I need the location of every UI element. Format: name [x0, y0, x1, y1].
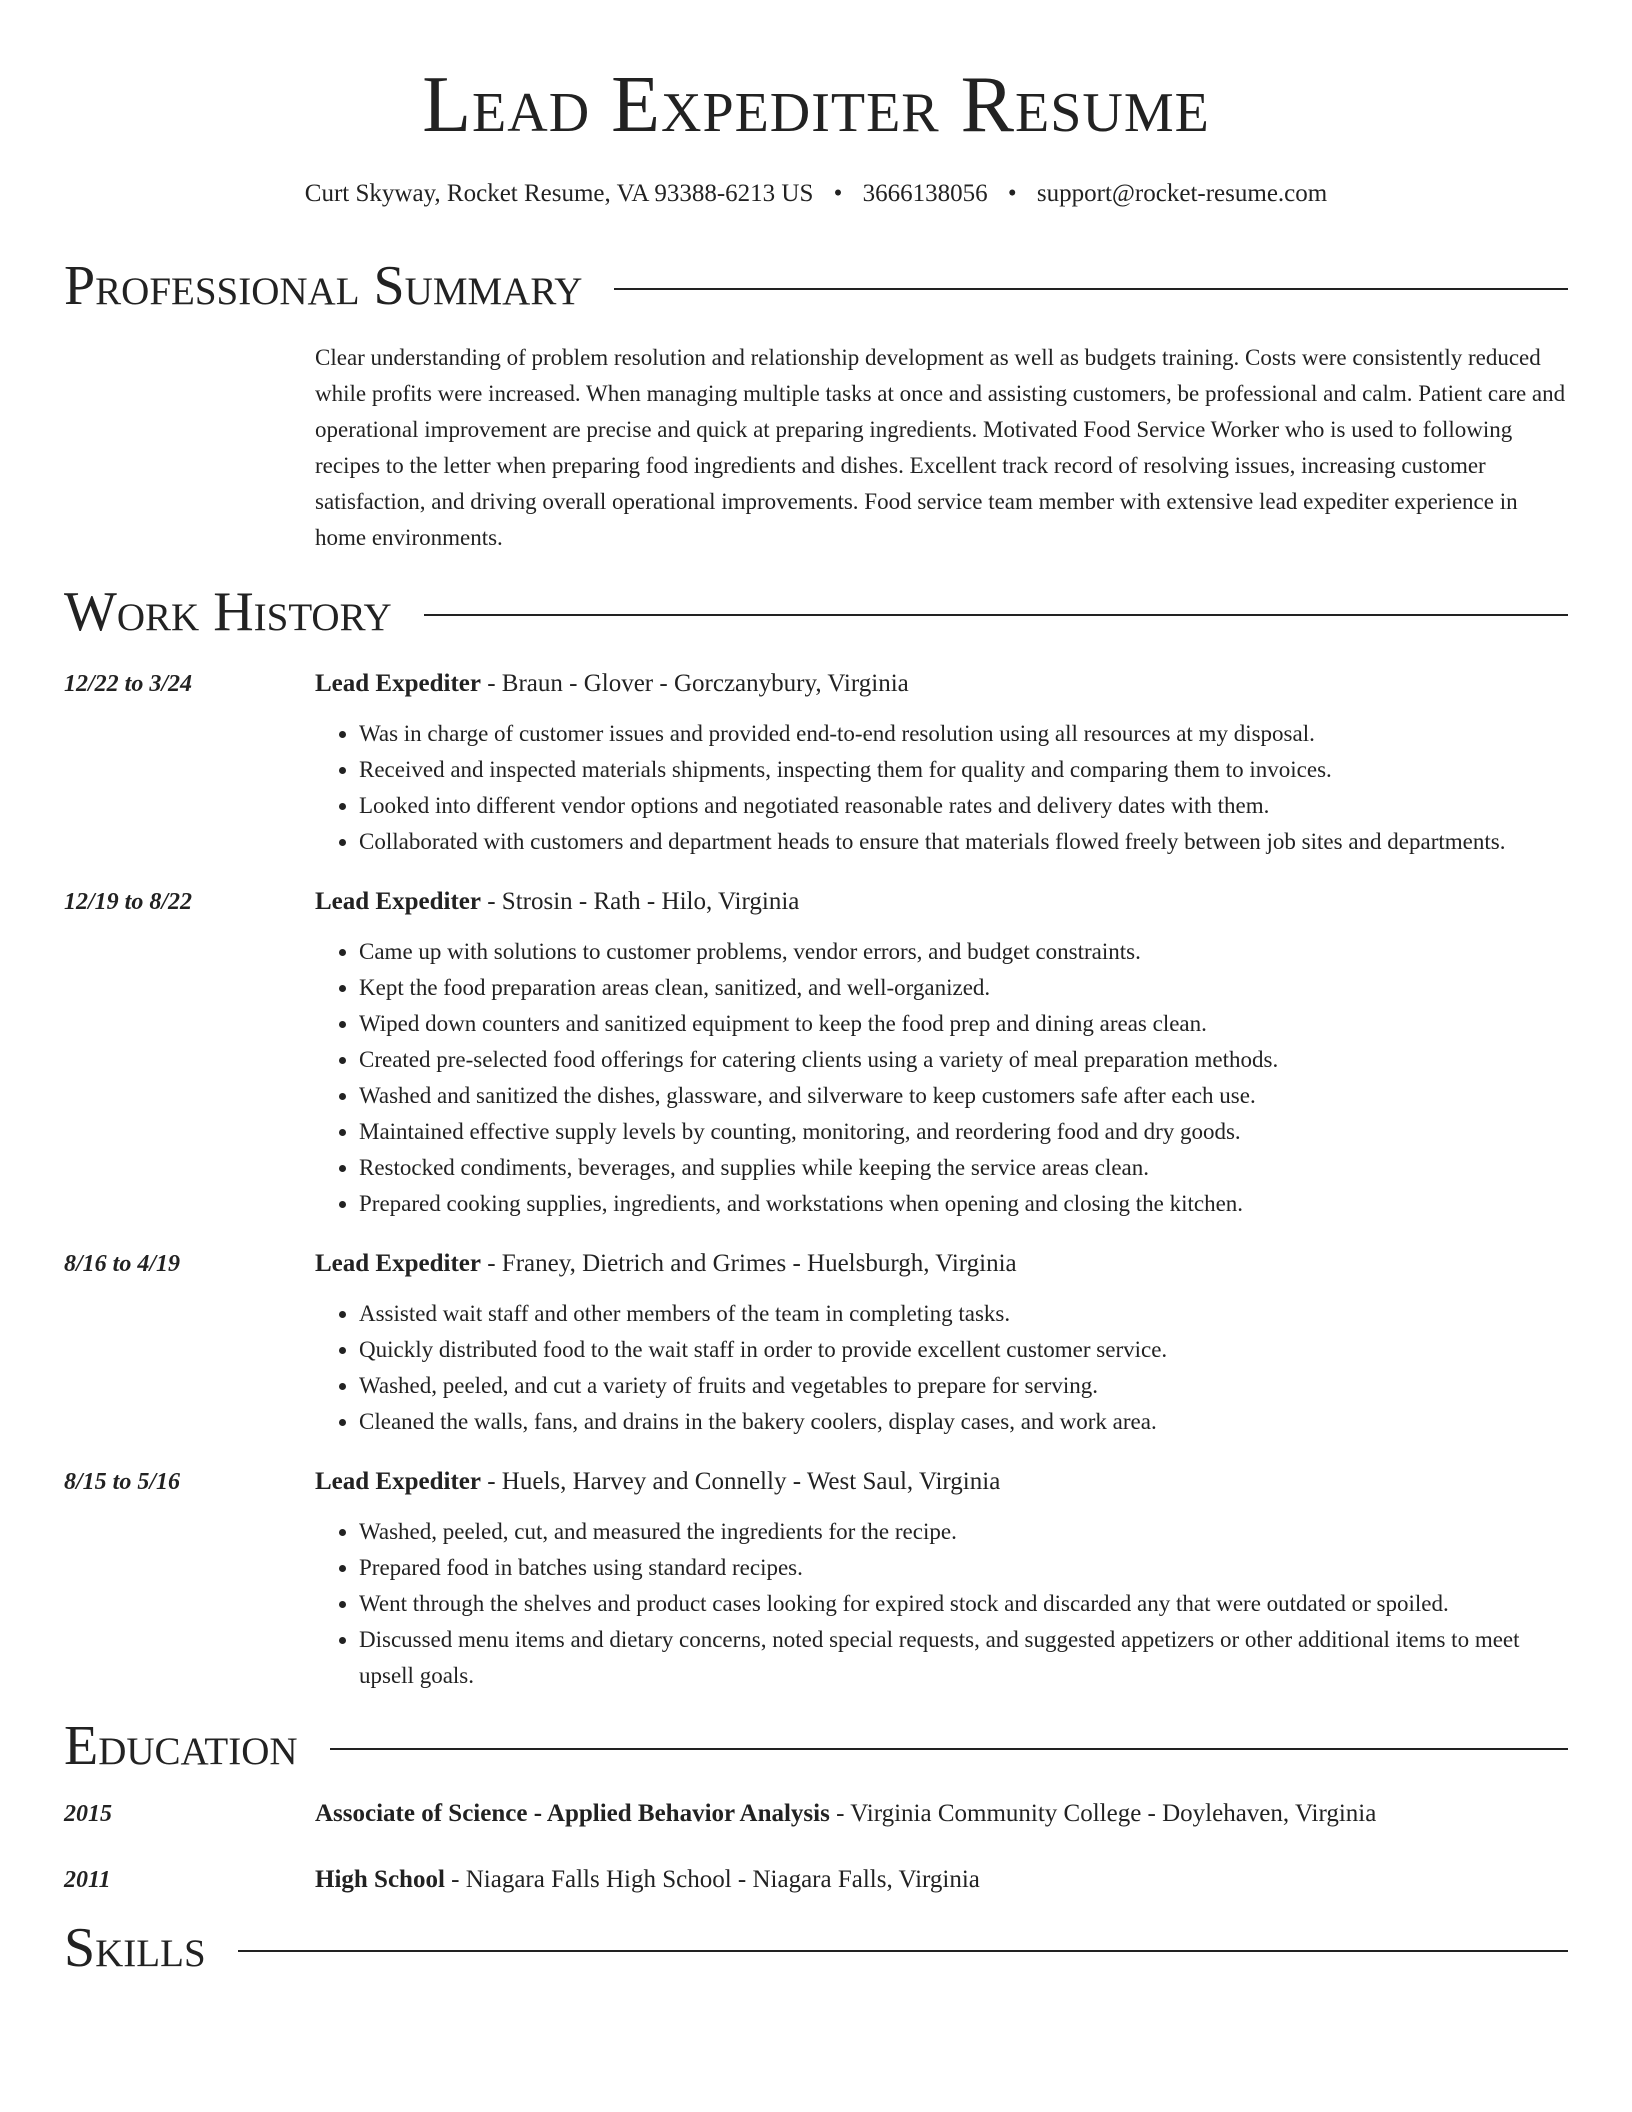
job-title: Lead Expediter [315, 1468, 481, 1495]
education-entry [64, 1862, 1568, 1898]
job-body [315, 1464, 1568, 1694]
job-body [315, 1246, 1568, 1440]
job-header [315, 1246, 1568, 1282]
job-bullet: • Prepared food in batches using standard recipes. [359, 1550, 1568, 1586]
job-employer: - Strosin - Rath - Hilo, Virginia [480, 888, 800, 915]
education-degree: High School [315, 1866, 445, 1893]
job-employer: - Franey, Dietrich and Grimes - Huelsburgh, Virginia [480, 1250, 1017, 1277]
job-bullet: • Washed, peeled, and cut a variety of fruits and vegetables to prepare for serving. [359, 1368, 1568, 1404]
section-heading-summary [64, 256, 1568, 316]
section-title: Work History [64, 581, 392, 643]
job-body [315, 884, 1568, 1222]
section-divider [424, 614, 1568, 616]
education-details: - Niagara Falls High School - Niagara Falls, Virginia [444, 1866, 980, 1893]
job-entry [64, 884, 1568, 1222]
job-bullet: • Received and inspected materials shipments, inspecting them for quality and comparing them to invoices. [359, 752, 1568, 788]
education-year: 2011 [64, 1867, 111, 1893]
job-employer: - Huels, Harvey and Connelly - West Saul, Virginia [480, 1468, 1001, 1495]
job-bullet-list [315, 934, 1568, 1222]
job-bullet: • Restocked condiments, beverages, and supplies while keeping the service areas clean. [359, 1150, 1568, 1186]
job-title: Lead Expediter [315, 888, 481, 915]
job-title: Lead Expediter [315, 1250, 481, 1277]
job-entry [64, 1464, 1568, 1694]
resume-page [64, 0, 1568, 1978]
contact-separator: • [1007, 180, 1017, 207]
job-bullet: • Discussed menu items and dietary concerns, noted special requests, and suggested appetizers or other additional items to meet upsell goals. [359, 1622, 1568, 1694]
job-header [315, 1464, 1568, 1500]
job-dates: 8/15 to 5/16 [64, 1469, 181, 1495]
job-bullet: • Came up with solutions to customer problems, vendor errors, and budget constraints. [359, 934, 1568, 970]
job-header [315, 666, 1568, 702]
job-bullet: • Wiped down counters and sanitized equipment to keep the food prep and dining areas clean. [359, 1006, 1568, 1042]
section-title: Skills [64, 1917, 206, 1979]
summary-text: Clear understanding of problem resolution and relationship development as well as budgets training. Costs were consistently reduced while profits were increased. When managing multiple tasks at once and assisting customers, be professional and calm. Patient care and operational improvement are precise and quick at preparing ingredients. Motivated Food Service Worker who is used to following recipes to the letter when preparing food ingredients and dishes. Excellent track record of resolving issues, increasing customer satisfaction, and driving overall operational improvements. Food service team member with extensive lead expediter experience in home environments. [315, 345, 1566, 550]
job-dates: 12/22 to 3/24 [64, 671, 193, 697]
job-bullet: • Looked into different vendor options and negotiated reasonable rates and delivery dates with them. [359, 788, 1568, 824]
job-bullet: • Assisted wait staff and other members of the team in completing tasks. [359, 1296, 1568, 1332]
work-history-list [64, 666, 1568, 1694]
job-entry [64, 1246, 1568, 1440]
contact-address: Curt Skyway, Rocket Resume, VA 93388-6213 US [304, 180, 814, 207]
job-bullet: • Prepared cooking supplies, ingredients, and workstations when opening and closing the kitchen. [359, 1186, 1568, 1222]
education-details: - Virginia Community College - Doylehaven, Virginia [829, 1800, 1377, 1827]
contact-separator: • [833, 180, 843, 207]
job-dates: 12/19 to 8/22 [64, 889, 193, 915]
job-entry [64, 666, 1568, 860]
job-bullet: • Created pre-selected food offerings for catering clients using a variety of meal preparation methods. [359, 1042, 1568, 1078]
education-info [315, 1796, 1376, 1832]
job-bullet: • Washed and sanitized the dishes, glassware, and silverware to keep customers safe after each use. [359, 1078, 1568, 1114]
job-bullet-list [315, 1514, 1568, 1694]
education-entry [64, 1796, 1568, 1832]
job-bullet: • Maintained effective supply levels by counting, monitoring, and reordering food and dry goods. [359, 1114, 1568, 1150]
job-bullet: • Cleaned the walls, fans, and drains in the bakery coolers, display cases, and work area. [359, 1404, 1568, 1440]
section-title: Professional Summary [64, 255, 583, 317]
education-degree: Associate of Science - Applied Behavior Analysis [315, 1800, 830, 1827]
section-heading-work [64, 582, 1568, 642]
job-header [315, 884, 1568, 920]
section-heading-education [64, 1716, 1568, 1776]
contact-line [64, 178, 1568, 210]
education-year: 2015 [64, 1801, 112, 1827]
section-divider [238, 1950, 1568, 1952]
job-bullet: • Kept the food preparation areas clean, sanitized, and well-organized. [359, 970, 1568, 1006]
job-title: Lead Expediter [315, 670, 481, 697]
education-info [315, 1862, 980, 1898]
section-heading-skills [64, 1918, 1568, 1978]
job-bullet-list [315, 1296, 1568, 1440]
section-title: Education [64, 1715, 298, 1777]
job-bullet: • Was in charge of customer issues and provided end-to-end resolution using all resources at my disposal. [359, 716, 1568, 752]
job-bullet: • Went through the shelves and product cases looking for expired stock and discarded any that were outdated or spoiled. [359, 1586, 1568, 1622]
job-bullet: • Washed, peeled, cut, and measured the ingredients for the recipe. [359, 1514, 1568, 1550]
job-bullet: • Collaborated with customers and department heads to ensure that materials flowed freely between job sites and departments. [359, 824, 1568, 860]
job-employer: - Braun - Glover - Gorczanybury, Virginia [480, 670, 909, 697]
section-divider [330, 1748, 1568, 1750]
job-bullet: • Quickly distributed food to the wait staff in order to provide excellent customer service. [359, 1332, 1568, 1368]
job-bullet-list [315, 716, 1568, 860]
job-body [315, 666, 1568, 860]
job-dates: 8/16 to 4/19 [64, 1251, 181, 1277]
contact-email: support@rocket-resume.com [1036, 180, 1328, 207]
resume-title: Lead Expediter Resume [422, 61, 1210, 149]
contact-phone: 3666138056 [862, 180, 988, 207]
section-divider [614, 288, 1568, 290]
